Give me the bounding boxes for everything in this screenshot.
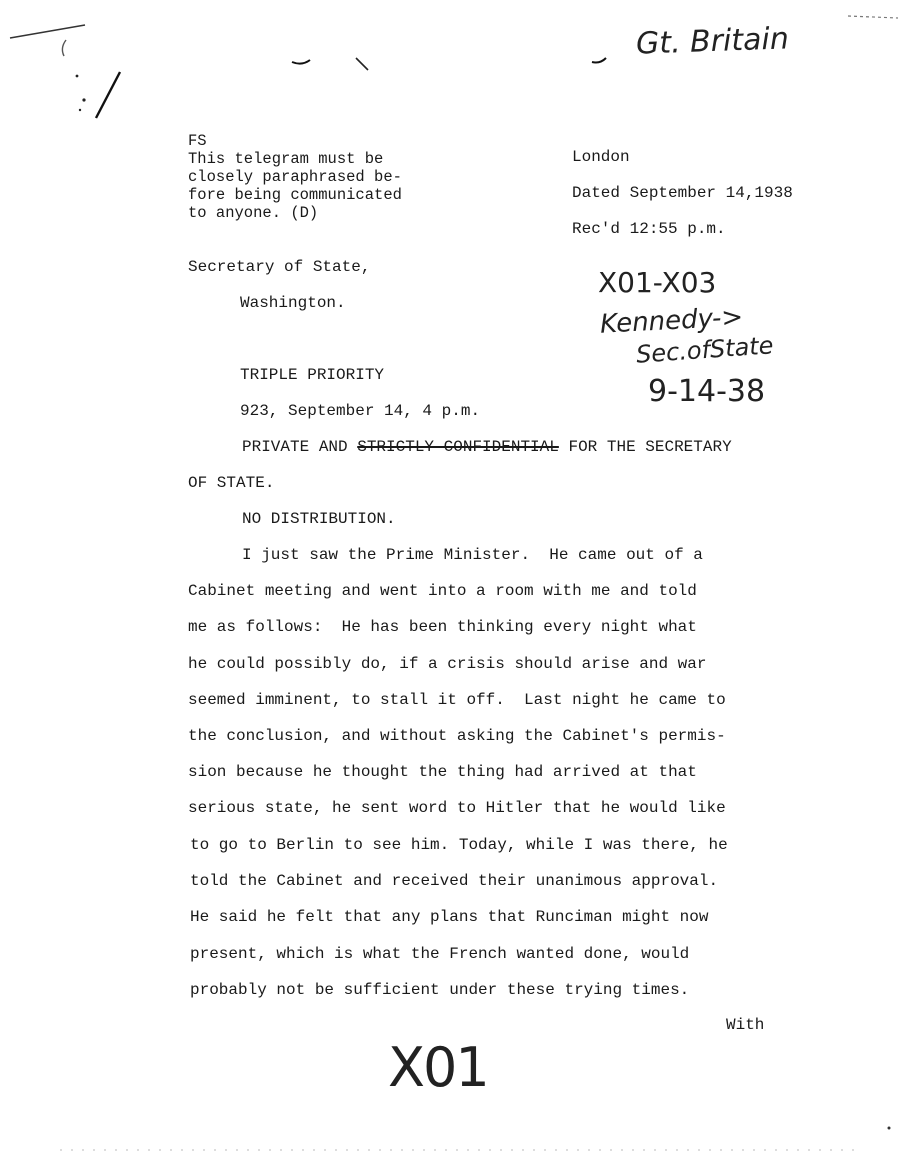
struck-classification: STRICTLY CONFIDENTIAL — [357, 438, 559, 456]
private-text-a: PRIVATE AND — [242, 438, 358, 456]
of-state-line: OF STATE. — [188, 474, 275, 492]
office-code: FS — [188, 132, 207, 150]
paragraph-line-12: present, which is what the French wanted done, would — [190, 945, 690, 963]
message-number-line: 923, September 14, 4 p.m. — [240, 402, 481, 420]
notice-line-3: fore being communicated — [188, 186, 402, 204]
continuation-word: With — [726, 1016, 765, 1034]
handwritten-recipient: Sec.ofState — [635, 331, 775, 369]
addressee-line-2: Washington. — [240, 294, 346, 312]
dated-line: Dated September 14,1938 — [572, 184, 793, 202]
handwritten-sender: Kennedy-> — [599, 302, 744, 340]
addressee-line-1: Secretary of State, — [188, 258, 371, 276]
paragraph-line-13: probably not be sufficient under these trying times. — [190, 981, 690, 999]
paragraph-line-5: seemed imminent, to stall it off. Last night he came to — [188, 691, 726, 709]
private-text-b: FOR THE SECRETARY — [558, 438, 732, 456]
paragraph-line-9: to go to Berlin to see him. Today, while I was there, he — [190, 836, 728, 854]
paragraph-line-1: I just saw the Prime Minister. He came out of a — [242, 546, 703, 564]
priority-line: TRIPLE PRIORITY — [240, 366, 385, 384]
paragraph-line-4: he could possibly do, if a crisis should arise and war — [188, 655, 707, 673]
place: London — [572, 148, 630, 166]
distribution-line: NO DISTRIBUTION. — [242, 510, 396, 528]
handwritten-doc-range: X01-X03 — [598, 266, 717, 299]
paragraph-line-2: Cabinet meeting and went into a room with me and told — [188, 582, 697, 600]
paragraph-line-8: serious state, he sent word to Hitler that he would like — [188, 799, 726, 817]
paragraph-line-6: the conclusion, and without asking the Cabinet's permis- — [188, 727, 726, 745]
paragraph-line-11: He said he felt that any plans that Runciman might now — [190, 908, 709, 926]
notice-line-4: to anyone. (D) — [188, 204, 319, 222]
paragraph-line-3: me as follows: He has been thinking every night what — [188, 618, 697, 636]
private-line — [242, 438, 732, 456]
notice-line-2: closely paraphrased be- — [188, 168, 402, 186]
handwritten-date: 9-14-38 — [648, 374, 766, 409]
notice-line-1: This telegram must be — [188, 150, 384, 168]
handwritten-page-id: X01 — [388, 1036, 488, 1099]
received-line: Rec'd 12:55 p.m. — [572, 220, 726, 238]
paragraph-line-10: told the Cabinet and received their unanimous approval. — [190, 872, 719, 890]
paragraph-line-7: sion because he thought the thing had arrived at that — [188, 763, 697, 781]
handwritten-country-note: Gt. Britain — [635, 21, 790, 62]
